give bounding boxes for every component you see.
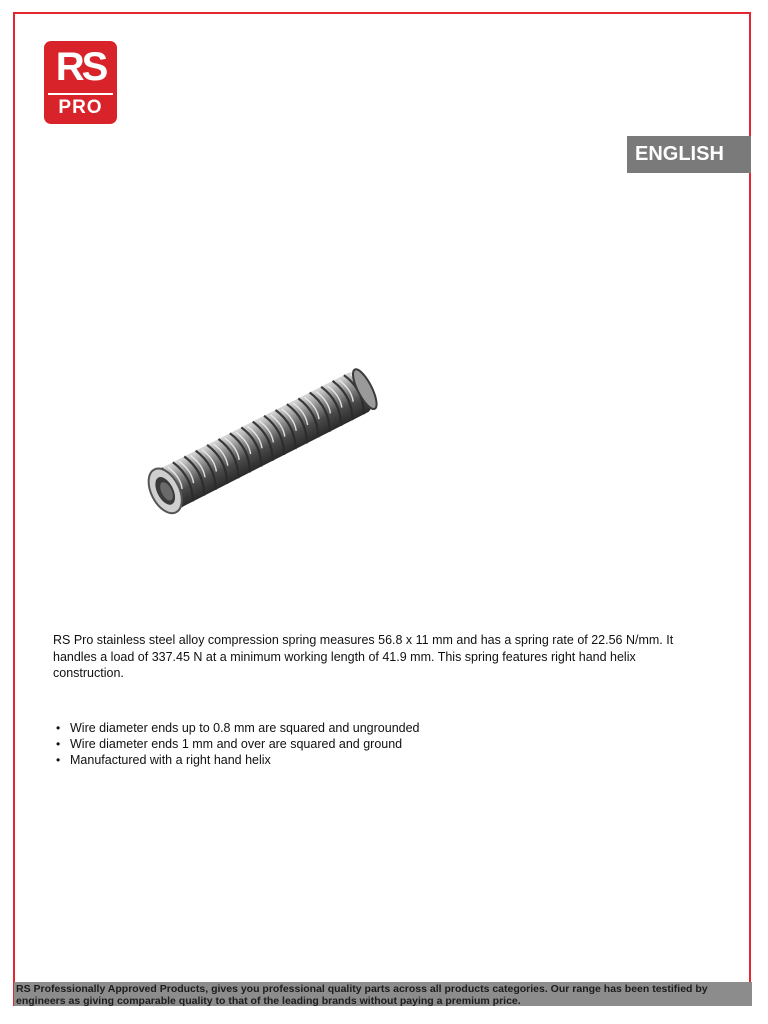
footer-disclaimer: RS Professionally Approved Products, gives you professional quality parts across all products categories. Our range has been testified by engineers as giving comparable quality to that of the leading brands without paying a premium price. bbox=[14, 982, 752, 1006]
rs-pro-logo bbox=[44, 41, 117, 124]
language-tab: ENGLISH bbox=[627, 136, 751, 173]
feature-item: • Wire diameter ends up to 0.8 mm are squared and ungrounded bbox=[53, 720, 703, 736]
product-description: RS Pro stainless steel alloy compression spring measures 56.8 x 11 mm and has a spring rate of 22.56 N/mm. It handles a load of 337.45 N at a minimum working length of 41.9 mm. This spring features right hand helix construction. bbox=[53, 633, 674, 680]
feature-list bbox=[53, 720, 703, 768]
feature-item: • Manufactured with a right hand helix bbox=[53, 752, 703, 768]
logo-rs-text: RS bbox=[55, 45, 106, 89]
spring-product-image bbox=[130, 355, 400, 535]
logo-pro-text: PRO bbox=[58, 97, 103, 118]
logo-divider bbox=[48, 93, 113, 95]
feature-item: • Wire diameter ends 1 mm and over are squared and ground bbox=[53, 736, 703, 752]
